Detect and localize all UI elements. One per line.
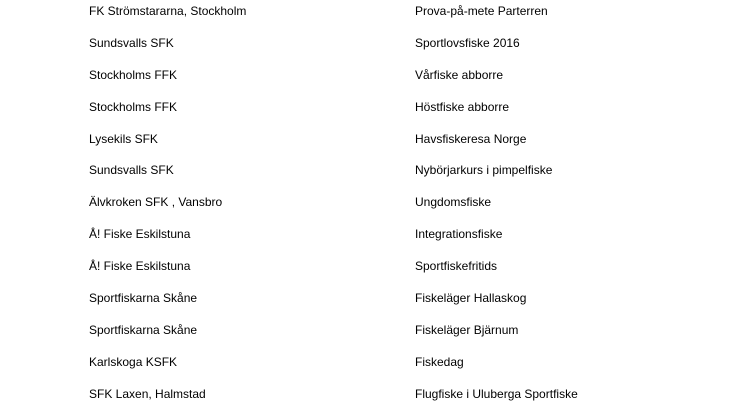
club-name: Å! Fiske Eskilstuna bbox=[89, 227, 191, 242]
activity-name: Sportlovsfiske 2016 bbox=[415, 35, 520, 50]
activity-name: Prova-på-mete Parterren bbox=[415, 4, 548, 18]
club-name: Stockholms FFK bbox=[89, 99, 178, 114]
club-name: Sundsvalls SFK bbox=[89, 163, 174, 178]
club-name: Älvkroken SFK , Vansbro bbox=[89, 195, 223, 210]
club-name: Karlskoga KSFK bbox=[89, 354, 178, 369]
table-row bbox=[0, 383, 746, 415]
activity-name: Sportfiskefritids bbox=[415, 259, 498, 274]
activity-name: Fiskedag bbox=[415, 354, 464, 369]
activity-name: Havsfiskeresa Norge bbox=[415, 131, 527, 146]
club-name: Sportfiskarna Skåne bbox=[89, 322, 198, 337]
club-name: Sundsvalls SFK bbox=[89, 35, 174, 50]
table-row bbox=[0, 319, 746, 351]
activity-name: Vårfiske abborre bbox=[415, 67, 504, 82]
table-row bbox=[0, 287, 746, 319]
table-row bbox=[0, 0, 746, 32]
table-row bbox=[0, 128, 746, 160]
activity-name: Ungdomsfiske bbox=[415, 195, 492, 210]
activity-name: Fiskeläger Bjärnum bbox=[415, 322, 519, 337]
club-name: Stockholms FFK bbox=[89, 67, 178, 82]
table-row bbox=[0, 32, 746, 64]
club-name: FK Strömstararna, Stockholm bbox=[89, 4, 247, 18]
club-name: Å! Fiske Eskilstuna bbox=[89, 259, 191, 274]
table-row bbox=[0, 64, 746, 96]
activity-name: Höstfiske abborre bbox=[415, 99, 510, 114]
table-row bbox=[0, 223, 746, 255]
table-row bbox=[0, 255, 746, 287]
activity-name: Integrationsfiske bbox=[415, 227, 503, 242]
club-name: SFK Laxen, Halmstad bbox=[89, 386, 206, 401]
table-row bbox=[0, 351, 746, 383]
activity-name: Fiskeläger Hallaskog bbox=[415, 291, 527, 306]
club-name: Lysekils SFK bbox=[89, 131, 158, 146]
activity-name: Flugfiske i Uluberga Sportfiske bbox=[415, 386, 578, 401]
table-row bbox=[0, 159, 746, 191]
table-row bbox=[0, 96, 746, 128]
club-name: Sportfiskarna Skåne bbox=[89, 291, 198, 306]
table-row bbox=[0, 191, 746, 223]
activity-name: Nybörjarkurs i pimpelfiske bbox=[415, 163, 553, 178]
